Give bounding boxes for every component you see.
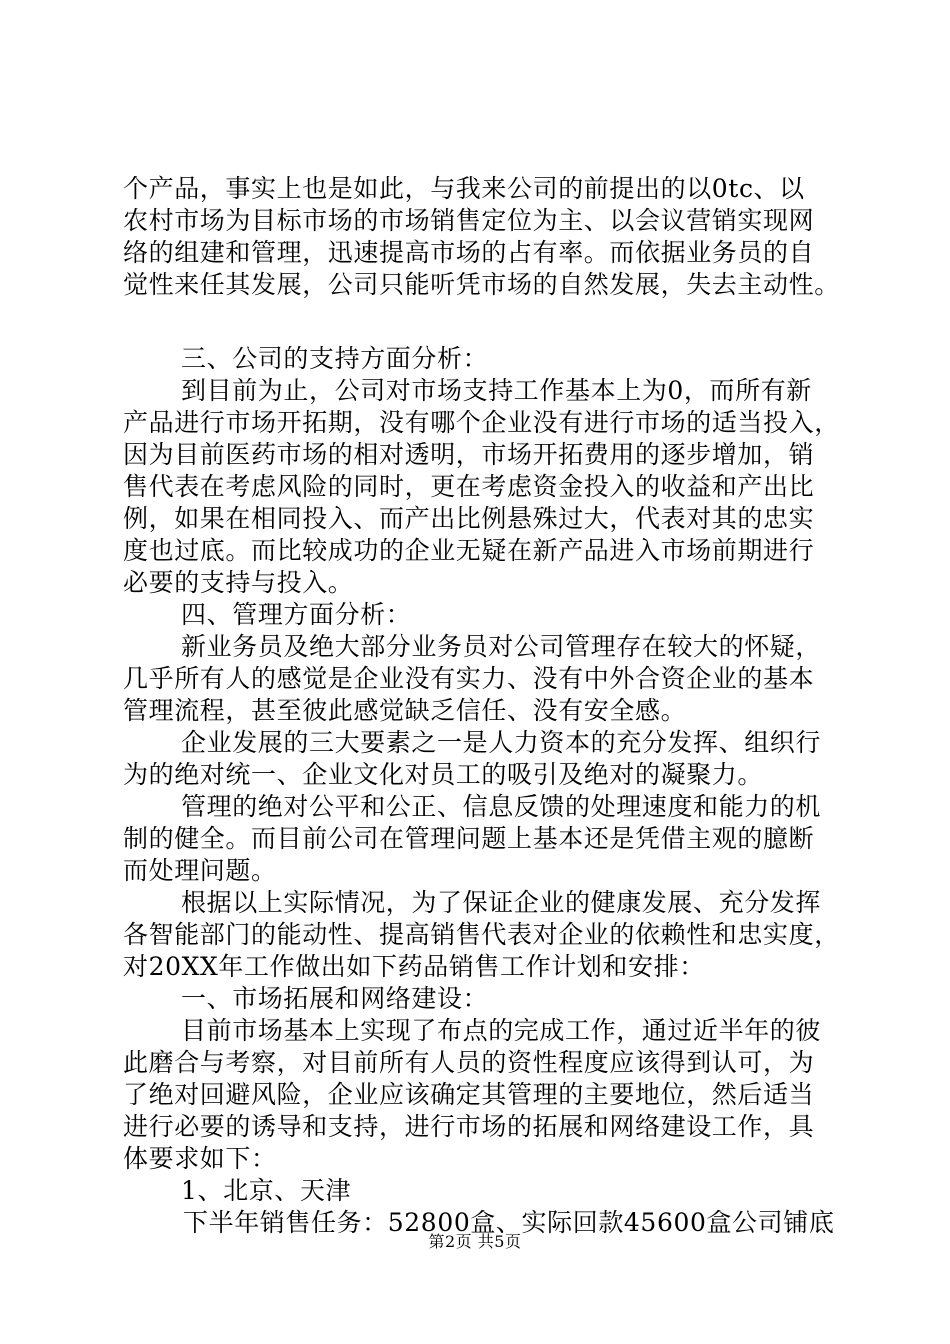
text-line: 制的健全。而目前公司在管理问题上基本还是凭借主观的臆断 bbox=[123, 824, 815, 853]
text-line: 度也过底。而比较成功的企业无疑在新产品进入市场前期进行 bbox=[123, 536, 815, 565]
text-line: 体要求如下： bbox=[123, 1144, 277, 1173]
text-line: 为的绝对统一、企业文化对员工的吸引及绝对的凝聚力。 bbox=[123, 760, 764, 789]
text-line: 新业务员及绝大部分业务员对公司管理存在较大的怀疑， bbox=[181, 632, 822, 661]
text-line: 而处理问题。 bbox=[123, 856, 277, 885]
text-line: 必要的支持与投入。 bbox=[123, 568, 354, 597]
text-line: 售代表在考虑风险的同时，更在考虑资金投入的收益和产出比 bbox=[123, 472, 815, 501]
text-line: 对20XX年工作做出如下药品销售工作计划和安排： bbox=[123, 952, 705, 981]
text-line: 产品进行市场开拓期，没有哪个企业没有进行市场的适当投入， bbox=[123, 408, 840, 437]
text-line: 企业发展的三大要素之一是人力资本的充分发挥、组织行 bbox=[181, 728, 822, 757]
text-line: 因为目前医药市场的相对透明，市场开拓费用的逐步增加，销 bbox=[123, 440, 815, 469]
text-line: 到目前为止，公司对市场支持工作基本上为0，而所有新 bbox=[181, 376, 812, 405]
text-line: 下半年销售任务：52800盒、实际回款45600盒公司铺底 bbox=[183, 1208, 835, 1237]
text-line: 络的组建和管理，迅速提高市场的占有率。而依据业务员的自 bbox=[123, 238, 815, 267]
text-line: 农村市场为目标市场的市场销售定位为主、以会议营销实现网 bbox=[123, 206, 815, 235]
text-line: 几乎所有人的感觉是企业没有实力、没有中外合资企业的基本 bbox=[123, 664, 815, 693]
text-line: 个产品，事实上也是如此，与我来公司的前提出的以0tc、以 bbox=[123, 174, 805, 203]
text-line: 根据以上实际情况，为了保证企业的健康发展、充分发挥 bbox=[181, 888, 822, 917]
text-line: 三、公司的支持方面分析： bbox=[181, 344, 489, 373]
text-line: 此磨合与考察，对目前所有人员的资性程度应该得到认可，为 bbox=[123, 1048, 815, 1077]
text-line: 进行必要的诱导和支持，进行市场的拓展和网络建设工作，具 bbox=[123, 1112, 815, 1141]
page-footer: 第2页 共5页 bbox=[428, 1232, 522, 1251]
text-line: 管理的绝对公平和公正、信息反馈的处理速度和能力的机 bbox=[181, 792, 822, 821]
document-body bbox=[123, 173, 843, 1239]
text-line: 觉性来任其发展，公司只能听凭市场的自然发展，失去主动性。 bbox=[123, 270, 840, 299]
text-line: 目前市场基本上实现了布点的完成工作，通过近半年的彼 bbox=[181, 1016, 822, 1045]
text-line: 一、市场拓展和网络建设： bbox=[181, 984, 489, 1013]
text-line: 了绝对回避风险，企业应该确定其管理的主要地位，然后适当 bbox=[123, 1080, 815, 1109]
text-line: 各智能部门的能动性、提高销售代表对企业的依赖性和忠实度， bbox=[123, 920, 840, 949]
text-line: 管理流程，甚至彼此感觉缺乏信任、没有安全感。 bbox=[123, 696, 687, 725]
paragraph-gap bbox=[123, 301, 843, 343]
text-line: 例，如果在相同投入、而产出比例悬殊过大，代表对其的忠实 bbox=[123, 504, 815, 533]
text-line: 1、北京、天津 bbox=[181, 1176, 352, 1205]
text-line: 四、管理方面分析： bbox=[181, 600, 412, 629]
